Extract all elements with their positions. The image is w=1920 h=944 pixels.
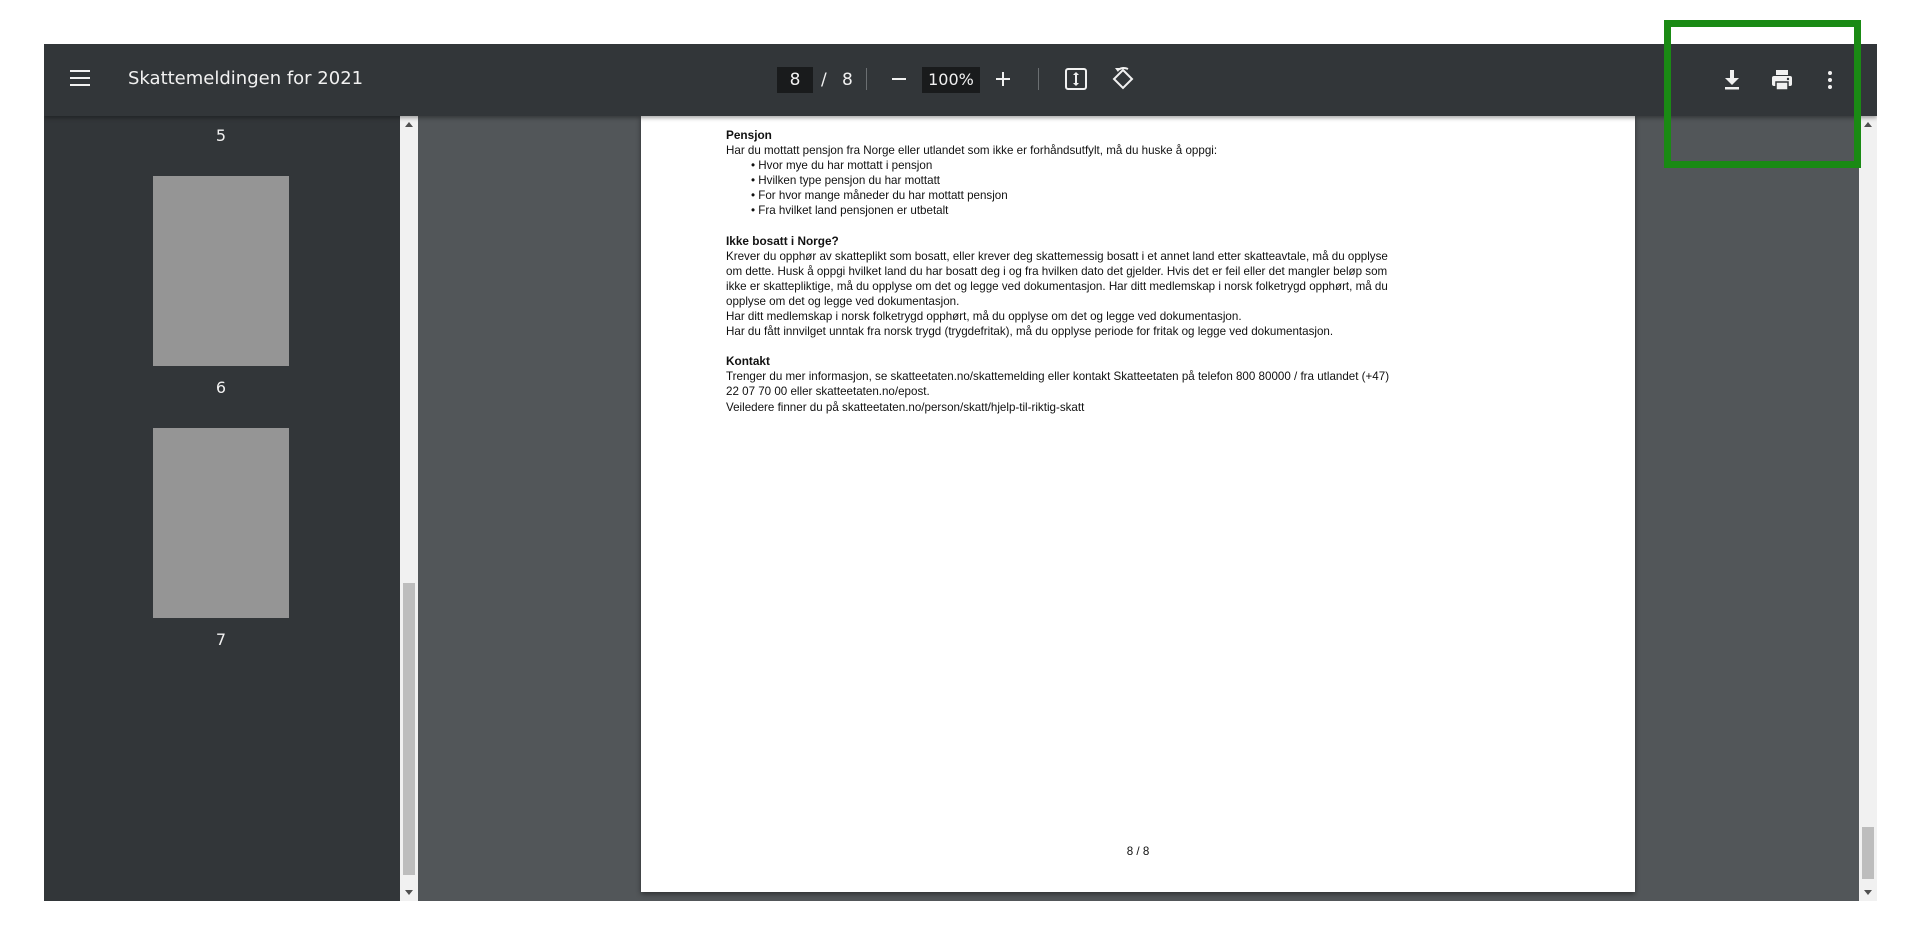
paragraph-line: Krever du opphør av skatteplikt som bosatt, eller krever deg skattemessig bosatt i et annet land etter skatteavtale, må du opplyse: [726, 249, 1388, 263]
thumbnail-sidebar: [44, 116, 400, 901]
document-scrollbar-thumb[interactable]: [1862, 827, 1874, 879]
toolbar-divider: [866, 68, 867, 90]
paragraph-line: Veiledere finner du på skatteetaten.no/person/skatt/hjelp-til-riktig-skatt: [726, 400, 1085, 414]
zoom-input[interactable]: 100%: [922, 67, 980, 93]
toolbar: [44, 44, 1877, 116]
sidebar-scrollbar[interactable]: [400, 116, 418, 901]
page-footer-number: 8 / 8: [1126, 845, 1150, 858]
paragraph-line: 22 07 70 00 eller skatteetaten.no/epost.: [726, 385, 930, 399]
section-heading: Ikke bosatt i Norge?: [726, 233, 839, 248]
toolbar-divider: [1038, 68, 1039, 90]
page-number-input[interactable]: 8: [777, 67, 813, 93]
menu-icon[interactable]: [70, 70, 90, 86]
paragraph-line: opplyse om det og legge ved dokumentasjon.: [726, 294, 960, 308]
page-separator: /: [821, 70, 827, 90]
paragraph-line: Har ditt medlemskap i norsk folketrygd opphørt, må du opplyse om det og legge ved dokumentasjon.: [726, 310, 1242, 324]
pension-bullet-list: [751, 158, 1526, 218]
scroll-up-arrow-icon[interactable]: [1864, 122, 1872, 127]
fit-to-page-icon[interactable]: [1064, 67, 1088, 91]
section-heading: Pensjon: [726, 128, 772, 142]
zoom-in-icon[interactable]: [991, 66, 1015, 92]
page-content: [726, 128, 1526, 415]
total-pages: 8: [842, 70, 853, 90]
paragraph-line: ikke er skattepliktige, må du opplyse om det og legge ved dokumentasjon. Har ditt medlemskap i norsk folketrygd opphørt, må du: [726, 279, 1388, 293]
paragraph-line: Trenger du mer informasjon, se skatteetaten.no/skattemelding eller kontakt Skatteetaten på telefon 800 80000 / fra utlandet (+47): [726, 370, 1390, 384]
zoom-out-icon[interactable]: [887, 66, 911, 92]
paragraph-line: Har du fått innvilget unntak fra norsk trygd (trygdefritak), må du opplyse periode for fritak og legge ved dokumentasjon.: [726, 325, 1334, 339]
scroll-down-arrow-icon[interactable]: [405, 890, 413, 895]
scroll-down-arrow-icon[interactable]: [1864, 890, 1872, 895]
thumbnail-label: 7: [215, 630, 227, 649]
pdf-page: [641, 116, 1635, 892]
print-icon[interactable]: [1769, 68, 1795, 92]
sidebar-scrollbar-thumb[interactable]: [403, 583, 415, 875]
list-item: • Hvor mye du har mottatt i pensjon: [751, 158, 1526, 173]
download-icon[interactable]: [1721, 68, 1743, 92]
section-intro: Har du mottatt pensjon fra Norge eller utlandet som ikke er forhåndsutfylt, må du huske å oppgi:: [726, 144, 1218, 158]
thumbnail-page-6[interactable]: [153, 176, 289, 366]
list-item: • Hvilken type pensjon du har mottatt: [751, 173, 1526, 188]
paragraph-line: om dette. Husk å oppgi hvilket land du har bosatt deg i og fra hvilken dato det gjelder. Hvis det er feil eller det mangler beløp som: [726, 264, 1388, 278]
thumbnail-label: 5: [215, 126, 227, 145]
document-scrollbar[interactable]: [1859, 116, 1877, 901]
thumbnail-label: 6: [215, 378, 227, 397]
thumbnail-page-7[interactable]: [153, 428, 289, 618]
scroll-up-arrow-icon[interactable]: [405, 122, 413, 127]
document-title: Skattemeldingen for 2021: [128, 68, 364, 89]
pdf-viewer: [44, 44, 1877, 901]
section-heading: Kontakt: [726, 354, 770, 369]
rotate-icon[interactable]: [1110, 66, 1136, 92]
list-item: • Fra hvilket land pensjonen er utbetalt: [751, 203, 1526, 218]
list-item: • For hvor mange måneder du har mottatt pensjon: [751, 188, 1526, 203]
more-options-icon[interactable]: [1825, 68, 1835, 92]
